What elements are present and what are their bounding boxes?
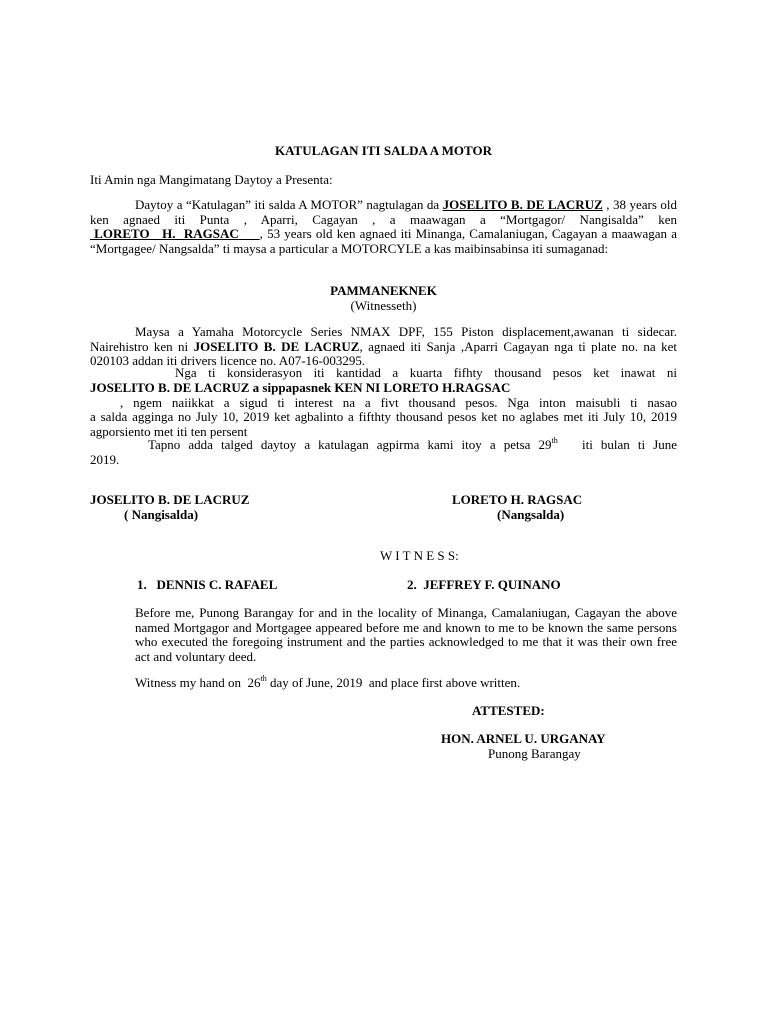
parties-text-c: , 53 years old ken agnaed iti Minanga, Camalaniugan, Cagayan a maawagan a “Mortgagee/ Nangsalda” ti maysa a particular a MOTORCYLE a kas maibinsabinsa iti sumaganad:	[90, 226, 677, 256]
signing-sup: th	[551, 436, 558, 445]
witness-hand-text-b: day of June, 2019 and place first above written.	[266, 675, 521, 690]
signatory-right-name: LORETO H. RAGSAC	[452, 492, 583, 507]
parties-text-a: Daytoy a “Katulagan” iti salda A MOTOR” nagtulagan da	[135, 197, 443, 212]
document-title: KATULAGAN ITI SALDA A MOTOR	[275, 143, 492, 158]
motorcycle-text-b: , agnaed iti Sanja ,Aparri Cagayan nga ti plate no. na ket 020103 addan iti drivers licence no. A07-16-003295.	[90, 338, 677, 369]
section-heading-pammaneknek: PAMMANEKNEK	[330, 283, 437, 298]
signatory-left-role: ( Nangisalda)	[124, 507, 199, 522]
signing-year: 2019.	[90, 452, 120, 467]
mortgagee-name: LORETO H. RAGSAC	[90, 226, 260, 242]
official-name: HON. ARNEL U. URGANAY	[441, 731, 606, 746]
signing-text-b: iti bulan ti June	[557, 437, 677, 452]
attested-label: ATTESTED:	[472, 703, 545, 718]
signing-line-1	[148, 438, 677, 453]
witness-heading: W I T N E S S:	[380, 548, 459, 563]
mortgagor-name: JOSELITO B. DE LACRUZ	[442, 197, 603, 212]
acknowledgment-paragraph: Before me, Punong Barangay for and in the locality of Minanga, Camalaniugan, Cagayan the above named Mortgagor and Mortgagee appeared before me and known to me to be known the same persons who executed the foregoing instrument and the parties acknowledged to me that it was their own free act and voluntary deed.	[135, 605, 677, 664]
witness-hand-sup: th	[260, 674, 267, 683]
parties-text-b: , 38 years old ken agnaed iti Punta , Aparri, Cagayan , a maawagan a “Mortgagor/ Nangisalda” ken	[90, 197, 677, 227]
witness-1: 1. DENNIS C. RAFAEL	[137, 577, 278, 592]
official-title: Punong Barangay	[488, 746, 581, 761]
witness-hand-line	[135, 676, 520, 691]
witness-2: 2. JEFFREY F. QUINANO	[407, 577, 561, 592]
paragraph-parties	[90, 198, 677, 256]
signatory-left-name: JOSELITO B. DE LACRUZ	[90, 492, 250, 507]
witness-hand-text-a: Witness my hand on 26	[135, 675, 261, 690]
consideration-line-3: , ngem naiikkat a sigud ti interest na a fivt thousand pesos. Nga inton maisubli ti nasao	[120, 395, 677, 410]
consideration-bold-line: JOSELITO B. DE LACRUZ a sippapasnek KEN NI LORETO H.RAGSAC	[90, 380, 511, 395]
motorcycle-text-a: Maysa a Yamaha Motorcycle Series NMAX DPF, 155 Piston displacement,awanan ti sidecar. Nairehistro ken ni	[90, 324, 677, 354]
signatory-right-role: (Nangsalda)	[497, 507, 565, 522]
consideration-line-1: Nga ti konsiderasyon iti kantidad a kuarta fifhty thousand pesos ket inawat ni	[175, 365, 677, 380]
section-subheading-witnesseth: (Witnesseth)	[350, 298, 417, 313]
consideration-rest: a salda agginga no July 10, 2019 ket agbalinto a fifthty thousand pesos ket no aglabes met iti July 10, 2019 agporsiento met iti ten persent	[90, 409, 677, 439]
signing-text-a: Tapno adda talged daytoy a katulagan agpirma kami itoy a petsa 29	[148, 437, 552, 452]
owner-name: JOSELITO B. DE LACRUZ	[193, 338, 360, 354]
salutation: Iti Amin nga Mangimatang Daytoy a Presenta:	[90, 172, 333, 187]
paragraph-motorcycle	[90, 325, 677, 369]
